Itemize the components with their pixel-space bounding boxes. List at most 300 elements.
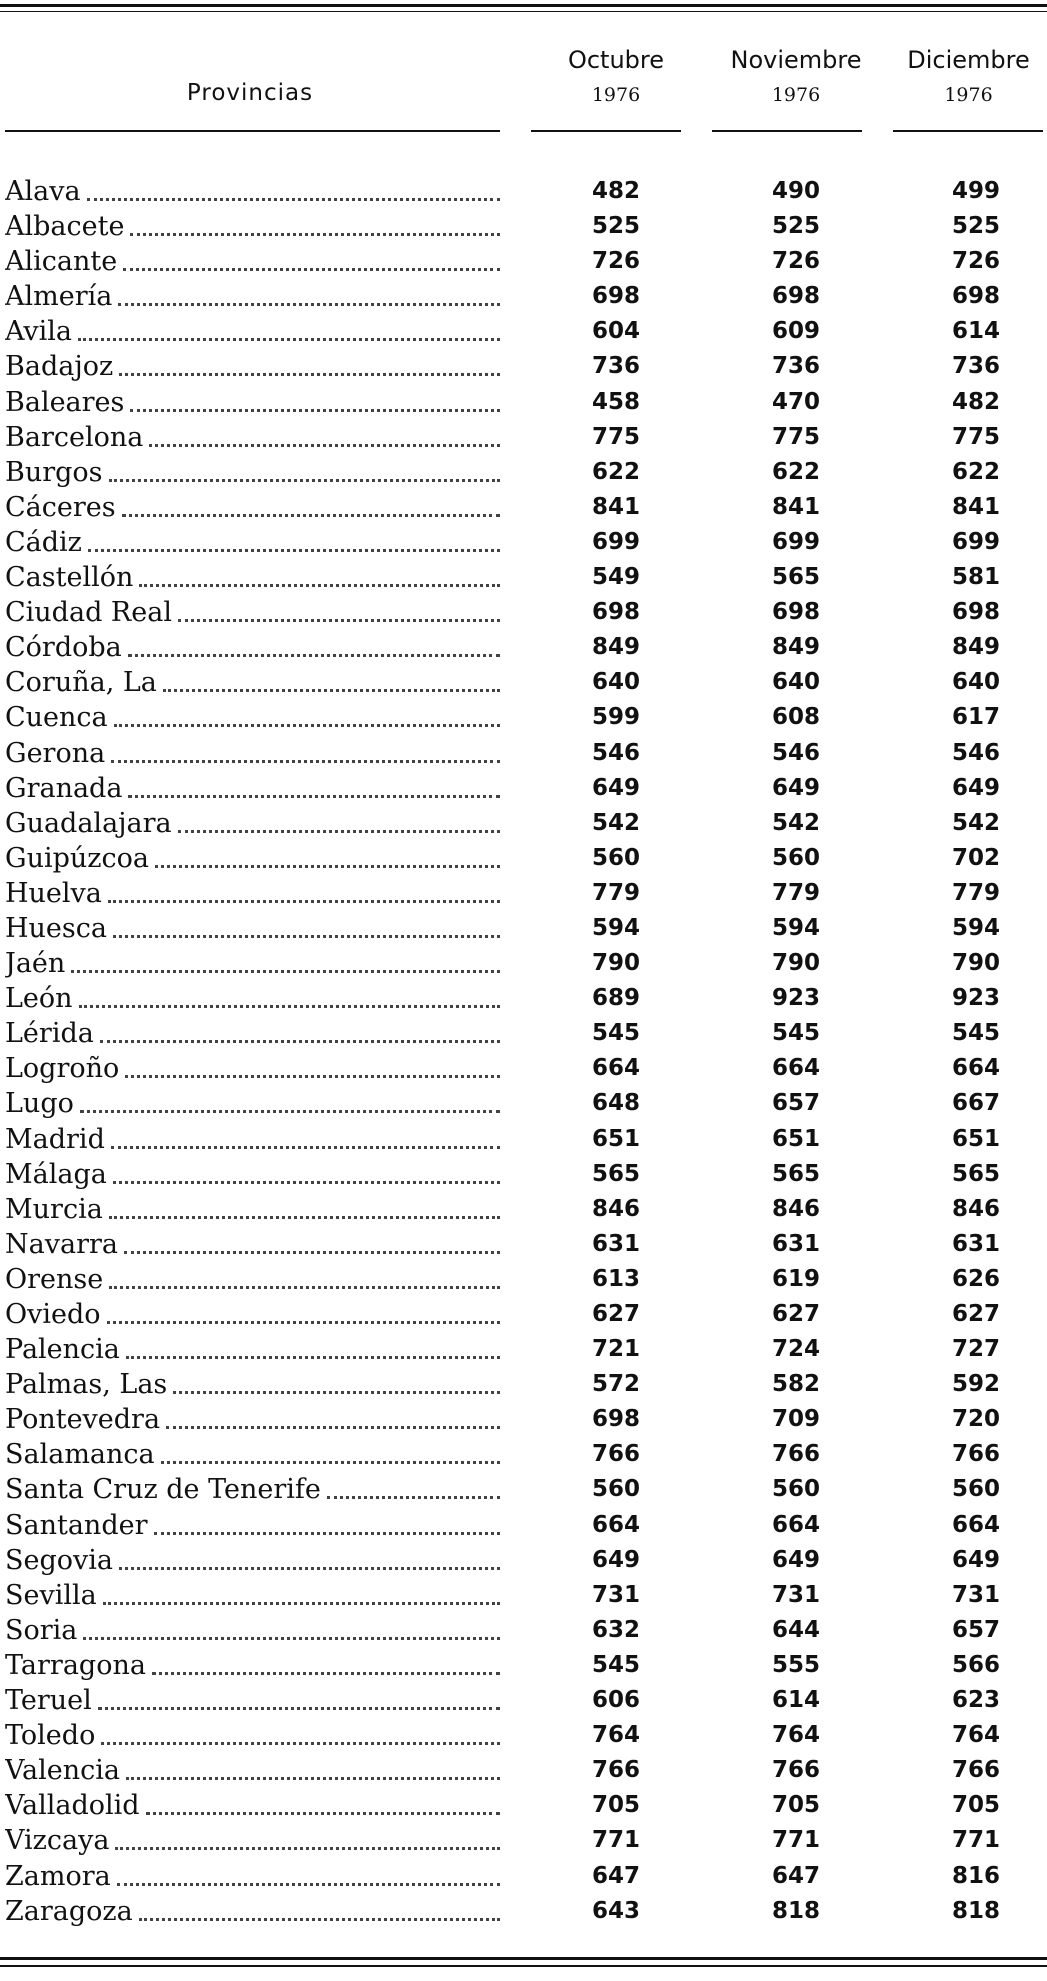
dot-leader — [118, 301, 500, 306]
province-cell — [5, 174, 500, 209]
province-name: Huelva — [5, 877, 102, 909]
value-diciembre: 545 — [951, 1020, 1000, 1047]
province-name: Almería — [5, 281, 113, 313]
province-cell — [5, 1051, 500, 1086]
province-name: Burgos — [5, 456, 103, 488]
value-diciembre: 818 — [951, 1897, 1000, 1924]
province-name: Córdoba — [5, 632, 122, 664]
table-row — [0, 455, 1047, 490]
value-diciembre: 699 — [951, 528, 1000, 555]
dot-leader — [79, 1003, 500, 1008]
value-noviembre: 614 — [771, 1687, 820, 1714]
value-octubre: 664 — [591, 1055, 640, 1082]
dot-leader — [98, 1705, 500, 1710]
province-cell — [5, 736, 500, 771]
value-noviembre: 555 — [771, 1651, 820, 1678]
value-octubre: 736 — [591, 353, 640, 380]
value-octubre: 647 — [591, 1862, 640, 1889]
table-row — [0, 806, 1047, 841]
value-diciembre: 649 — [951, 774, 1000, 801]
province-name: Avila — [5, 316, 73, 348]
table-row — [0, 1718, 1047, 1753]
dot-leader — [80, 1108, 500, 1113]
value-diciembre: 846 — [951, 1195, 1000, 1222]
value-octubre: 545 — [591, 1651, 640, 1678]
value-octubre: 627 — [591, 1301, 640, 1327]
province-name: León — [5, 983, 73, 1015]
province-cell — [5, 630, 500, 665]
value-octubre: 651 — [591, 1125, 640, 1152]
province-cell — [5, 911, 500, 946]
province-name: Ciudad Real — [5, 597, 172, 629]
value-diciembre: 565 — [951, 1160, 1000, 1187]
province-cell — [5, 1823, 500, 1858]
province-name: Barcelona — [5, 421, 144, 453]
province-cell — [5, 1332, 500, 1367]
value-octubre: 572 — [591, 1371, 640, 1398]
province-cell — [5, 1262, 500, 1297]
province-name: Cuenca — [5, 702, 108, 734]
value-octubre: 726 — [591, 248, 640, 275]
value-noviembre: 726 — [771, 248, 820, 275]
value-octubre: 790 — [591, 950, 640, 977]
value-diciembre: 698 — [951, 599, 1000, 626]
value-octubre: 649 — [591, 1546, 640, 1573]
value-octubre: 721 — [591, 1336, 640, 1363]
value-noviembre: 731 — [771, 1581, 820, 1608]
dot-leader — [128, 793, 500, 798]
dot-leader — [146, 1810, 500, 1815]
province-name: Huesca — [5, 912, 107, 944]
province-name: Zamora — [5, 1860, 111, 1892]
province-cell — [5, 981, 500, 1016]
value-diciembre: 698 — [951, 283, 1000, 310]
province-cell — [5, 1402, 500, 1437]
province-cell — [5, 385, 500, 420]
table-row — [0, 1157, 1047, 1192]
table-row — [0, 1122, 1047, 1157]
province-cell — [5, 1122, 500, 1157]
province-name: Alava — [5, 176, 81, 207]
value-noviembre: 699 — [771, 528, 820, 555]
value-octubre: 613 — [591, 1265, 640, 1292]
dot-leader — [101, 1740, 500, 1745]
dot-leader — [126, 1354, 500, 1359]
value-noviembre: 608 — [771, 704, 820, 731]
value-noviembre: 771 — [771, 1827, 820, 1854]
table-row — [0, 1402, 1047, 1437]
value-diciembre: 640 — [951, 669, 1000, 696]
value-noviembre: 644 — [771, 1616, 820, 1643]
province-name: Palencia — [5, 1334, 120, 1366]
table-row — [0, 1753, 1047, 1788]
province-name: Cádiz — [5, 526, 82, 558]
value-diciembre: 627 — [951, 1301, 1000, 1327]
table-row — [0, 946, 1047, 981]
table-row — [0, 1788, 1047, 1823]
value-octubre: 764 — [591, 1722, 640, 1749]
province-cell — [5, 279, 500, 314]
header-month-noviembre: Noviembre — [730, 46, 862, 74]
table-row — [0, 525, 1047, 560]
value-noviembre: 560 — [771, 1476, 820, 1503]
value-octubre: 482 — [591, 178, 640, 204]
dot-leader — [103, 1600, 500, 1605]
dot-leader — [107, 1319, 500, 1324]
province-cell — [5, 209, 500, 244]
value-octubre: 640 — [591, 669, 640, 696]
value-octubre: 698 — [591, 1406, 640, 1433]
table-row — [0, 244, 1047, 279]
value-diciembre: 766 — [951, 1757, 1000, 1784]
value-diciembre: 525 — [951, 213, 1000, 240]
table-row — [0, 1367, 1047, 1402]
dot-leader — [130, 231, 500, 236]
value-octubre: 771 — [591, 1827, 640, 1854]
table-row — [0, 1894, 1047, 1929]
table-row — [0, 1332, 1047, 1367]
dot-leader — [109, 477, 500, 482]
dot-leader — [109, 1214, 500, 1219]
header-month-octubre: Octubre — [567, 46, 665, 74]
value-noviembre: 775 — [771, 423, 820, 450]
header-provincias: Provincias — [186, 80, 314, 106]
dot-leader — [163, 687, 500, 692]
value-octubre: 594 — [591, 914, 640, 941]
table-row — [0, 630, 1047, 665]
province-name: Gerona — [5, 737, 106, 769]
value-noviembre: 651 — [771, 1125, 820, 1152]
province-name: Oviedo — [5, 1299, 101, 1330]
dot-leader — [100, 1038, 500, 1043]
value-diciembre: 667 — [951, 1090, 1000, 1117]
value-octubre: 631 — [591, 1230, 640, 1257]
province-cell — [5, 1227, 500, 1262]
value-diciembre: 702 — [951, 844, 1000, 871]
value-octubre: 606 — [591, 1687, 640, 1714]
dot-leader — [88, 547, 500, 552]
dot-leader — [154, 1530, 501, 1535]
value-diciembre: 546 — [951, 739, 1000, 766]
province-cell — [5, 595, 500, 630]
value-diciembre: 622 — [951, 458, 1000, 485]
value-noviembre: 647 — [771, 1862, 820, 1889]
dot-leader — [178, 617, 500, 622]
table-row — [0, 1437, 1047, 1472]
value-noviembre: 640 — [771, 669, 820, 696]
value-noviembre: 736 — [771, 353, 820, 380]
dot-leader — [155, 863, 500, 868]
province-name: Valencia — [5, 1755, 120, 1787]
top-rule-2 — [0, 11, 1047, 12]
value-octubre: 849 — [591, 634, 640, 661]
province-name: Segovia — [5, 1544, 113, 1576]
value-noviembre: 609 — [771, 318, 820, 345]
value-diciembre: 617 — [951, 704, 1000, 731]
value-diciembre: 923 — [951, 985, 1000, 1012]
value-octubre: 698 — [591, 599, 640, 626]
province-cell — [5, 349, 500, 384]
value-octubre: 648 — [591, 1090, 640, 1117]
province-name: Castellón — [5, 562, 134, 594]
value-noviembre: 764 — [771, 1722, 820, 1749]
value-octubre: 731 — [591, 1581, 640, 1608]
value-noviembre: 525 — [771, 213, 820, 240]
value-noviembre: 619 — [771, 1265, 820, 1292]
value-noviembre: 766 — [771, 1441, 820, 1468]
value-noviembre: 790 — [771, 950, 820, 977]
province-table — [0, 174, 1047, 1929]
table-row — [0, 385, 1047, 420]
value-noviembre: 560 — [771, 844, 820, 871]
table-row — [0, 1297, 1047, 1332]
value-diciembre: 542 — [951, 809, 1000, 836]
table-row — [0, 1192, 1047, 1227]
province-cell — [5, 525, 500, 560]
value-octubre: 525 — [591, 213, 640, 240]
value-octubre: 622 — [591, 458, 640, 485]
bottom-rule-1 — [0, 1957, 1047, 1960]
value-noviembre: 490 — [771, 178, 820, 204]
value-diciembre: 651 — [951, 1125, 1000, 1152]
table-row — [0, 1508, 1047, 1543]
province-cell — [5, 1578, 500, 1613]
table-row — [0, 841, 1047, 876]
province-cell — [5, 1683, 500, 1718]
value-noviembre: 649 — [771, 1546, 820, 1573]
table-row — [0, 771, 1047, 806]
province-cell — [5, 1894, 500, 1929]
value-octubre: 599 — [591, 704, 640, 731]
value-noviembre: 631 — [771, 1230, 820, 1257]
value-diciembre: 657 — [951, 1616, 1000, 1643]
province-name: Valladolid — [5, 1790, 140, 1822]
province-cell — [5, 1718, 500, 1753]
value-octubre: 643 — [591, 1897, 640, 1924]
value-noviembre: 849 — [771, 634, 820, 661]
header-year-diciembre: 1976 — [944, 84, 993, 106]
dot-leader — [123, 266, 500, 271]
table-row — [0, 1472, 1047, 1507]
province-name: Madrid — [5, 1123, 105, 1155]
value-octubre: 560 — [591, 1476, 640, 1503]
dot-leader — [113, 1179, 500, 1184]
dot-leader — [124, 1249, 500, 1254]
dot-leader — [83, 1635, 500, 1640]
dot-leader — [139, 582, 500, 587]
province-cell — [5, 1157, 500, 1192]
value-diciembre: 594 — [951, 914, 1000, 941]
province-cell — [5, 560, 500, 595]
value-octubre: 699 — [591, 528, 640, 555]
value-diciembre: 736 — [951, 353, 1000, 380]
value-diciembre: 566 — [951, 1651, 1000, 1678]
table-row — [0, 490, 1047, 525]
value-octubre: 779 — [591, 879, 640, 906]
province-cell — [5, 876, 500, 911]
province-cell — [5, 1472, 500, 1507]
table-row — [0, 736, 1047, 771]
province-cell — [5, 1648, 500, 1683]
value-noviembre: 622 — [771, 458, 820, 485]
province-cell — [5, 1297, 500, 1332]
value-diciembre: 614 — [951, 318, 1000, 345]
dot-leader — [327, 1494, 500, 1499]
dot-leader — [87, 196, 500, 201]
province-name: Murcia — [5, 1193, 103, 1225]
value-noviembre: 594 — [771, 914, 820, 941]
value-noviembre: 698 — [771, 599, 820, 626]
province-cell — [5, 1753, 500, 1788]
dot-leader — [114, 722, 500, 727]
table-row — [0, 1086, 1047, 1121]
value-diciembre: 775 — [951, 423, 1000, 450]
province-name: Palmas, Las — [5, 1369, 168, 1401]
table-row — [0, 1051, 1047, 1086]
province-cell — [5, 1086, 500, 1121]
province-name: Pontevedra — [5, 1404, 161, 1436]
value-noviembre: 709 — [771, 1406, 820, 1433]
value-diciembre: 766 — [951, 1441, 1000, 1468]
value-diciembre: 631 — [951, 1230, 1000, 1257]
value-noviembre: 627 — [771, 1301, 820, 1327]
value-diciembre: 726 — [951, 248, 1000, 275]
header-rule-noviembre — [712, 130, 862, 132]
value-diciembre: 560 — [951, 1476, 1000, 1503]
value-noviembre: 649 — [771, 774, 820, 801]
province-cell — [5, 1613, 500, 1648]
province-cell — [5, 490, 500, 525]
province-name: Tarragona — [5, 1649, 146, 1681]
value-octubre: 705 — [591, 1792, 640, 1819]
value-diciembre: 841 — [951, 493, 1000, 520]
value-noviembre: 923 — [771, 985, 820, 1012]
dot-leader — [173, 1389, 500, 1394]
value-diciembre: 771 — [951, 1827, 1000, 1854]
table-row — [0, 981, 1047, 1016]
province-name: Baleares — [5, 386, 125, 418]
province-name: Cáceres — [5, 491, 116, 523]
top-rule-1 — [0, 4, 1047, 7]
table-row — [0, 1543, 1047, 1578]
value-diciembre: 499 — [951, 178, 1000, 204]
table-row — [0, 174, 1047, 209]
dot-leader — [119, 1565, 500, 1570]
province-name: Zaragoza — [5, 1895, 133, 1927]
value-noviembre: 545 — [771, 1020, 820, 1047]
dot-leader — [119, 371, 500, 376]
dot-leader — [178, 828, 500, 833]
table-row — [0, 1613, 1047, 1648]
value-noviembre: 542 — [771, 809, 820, 836]
value-noviembre: 582 — [771, 1371, 820, 1398]
dot-leader — [78, 336, 500, 341]
value-noviembre: 846 — [771, 1195, 820, 1222]
value-diciembre: 705 — [951, 1792, 1000, 1819]
province-cell — [5, 700, 500, 735]
province-cell — [5, 665, 500, 700]
value-noviembre: 664 — [771, 1055, 820, 1082]
province-name: Guadalajara — [5, 807, 172, 839]
value-octubre: 632 — [591, 1616, 640, 1643]
value-noviembre: 565 — [771, 1160, 820, 1187]
value-octubre: 560 — [591, 844, 640, 871]
header-rule-provincias — [5, 130, 500, 132]
value-octubre: 542 — [591, 809, 640, 836]
dot-leader — [111, 1144, 500, 1149]
value-diciembre: 626 — [951, 1265, 1000, 1292]
value-diciembre: 849 — [951, 634, 1000, 661]
value-noviembre: 565 — [771, 564, 820, 591]
table-row — [0, 1578, 1047, 1613]
province-name: Granada — [5, 772, 123, 804]
value-octubre: 545 — [591, 1020, 640, 1047]
province-name: Coruña, La — [5, 667, 157, 699]
province-cell — [5, 806, 500, 841]
value-octubre: 664 — [591, 1511, 640, 1538]
province-name: Santander — [5, 1509, 148, 1541]
header-month-diciembre: Diciembre — [907, 46, 1030, 74]
value-octubre: 546 — [591, 739, 640, 766]
header-rule-diciembre — [893, 130, 1043, 132]
table-row — [0, 279, 1047, 314]
dot-leader — [161, 1459, 500, 1464]
dot-leader — [115, 1845, 500, 1850]
province-name: Badajoz — [5, 351, 114, 383]
value-diciembre: 720 — [951, 1406, 1000, 1433]
table-row — [0, 595, 1047, 630]
province-cell — [5, 1016, 500, 1051]
table-row — [0, 560, 1047, 595]
table-row — [0, 1016, 1047, 1051]
dot-leader — [166, 1424, 500, 1429]
value-noviembre: 766 — [771, 1757, 820, 1784]
dot-leader — [113, 933, 500, 938]
province-name: Orense — [5, 1263, 104, 1295]
province-cell — [5, 946, 500, 981]
table-row — [0, 1823, 1047, 1858]
province-cell — [5, 1859, 500, 1894]
dot-leader — [152, 1670, 500, 1675]
table-row — [0, 665, 1047, 700]
value-octubre: 841 — [591, 493, 640, 520]
value-octubre: 565 — [591, 1160, 640, 1187]
value-diciembre: 727 — [951, 1336, 1000, 1363]
table-row — [0, 1859, 1047, 1894]
province-name: Vizcaya — [5, 1825, 110, 1857]
table-row — [0, 1683, 1047, 1718]
dot-leader — [111, 758, 500, 763]
value-diciembre: 623 — [951, 1687, 1000, 1714]
table-row — [0, 911, 1047, 946]
value-diciembre: 779 — [951, 879, 1000, 906]
value-octubre: 604 — [591, 318, 640, 345]
value-diciembre: 649 — [951, 1546, 1000, 1573]
dot-leader — [71, 968, 500, 973]
value-diciembre: 581 — [951, 564, 1000, 591]
value-noviembre: 470 — [771, 388, 820, 415]
value-diciembre: 731 — [951, 1581, 1000, 1608]
dot-leader — [109, 1284, 500, 1289]
province-cell — [5, 455, 500, 490]
value-octubre: 689 — [591, 985, 640, 1012]
province-cell — [5, 771, 500, 806]
value-octubre: 458 — [591, 388, 640, 415]
dot-leader — [108, 898, 500, 903]
province-name: Málaga — [5, 1158, 107, 1190]
province-cell — [5, 420, 500, 455]
province-name: Soria — [5, 1614, 78, 1646]
